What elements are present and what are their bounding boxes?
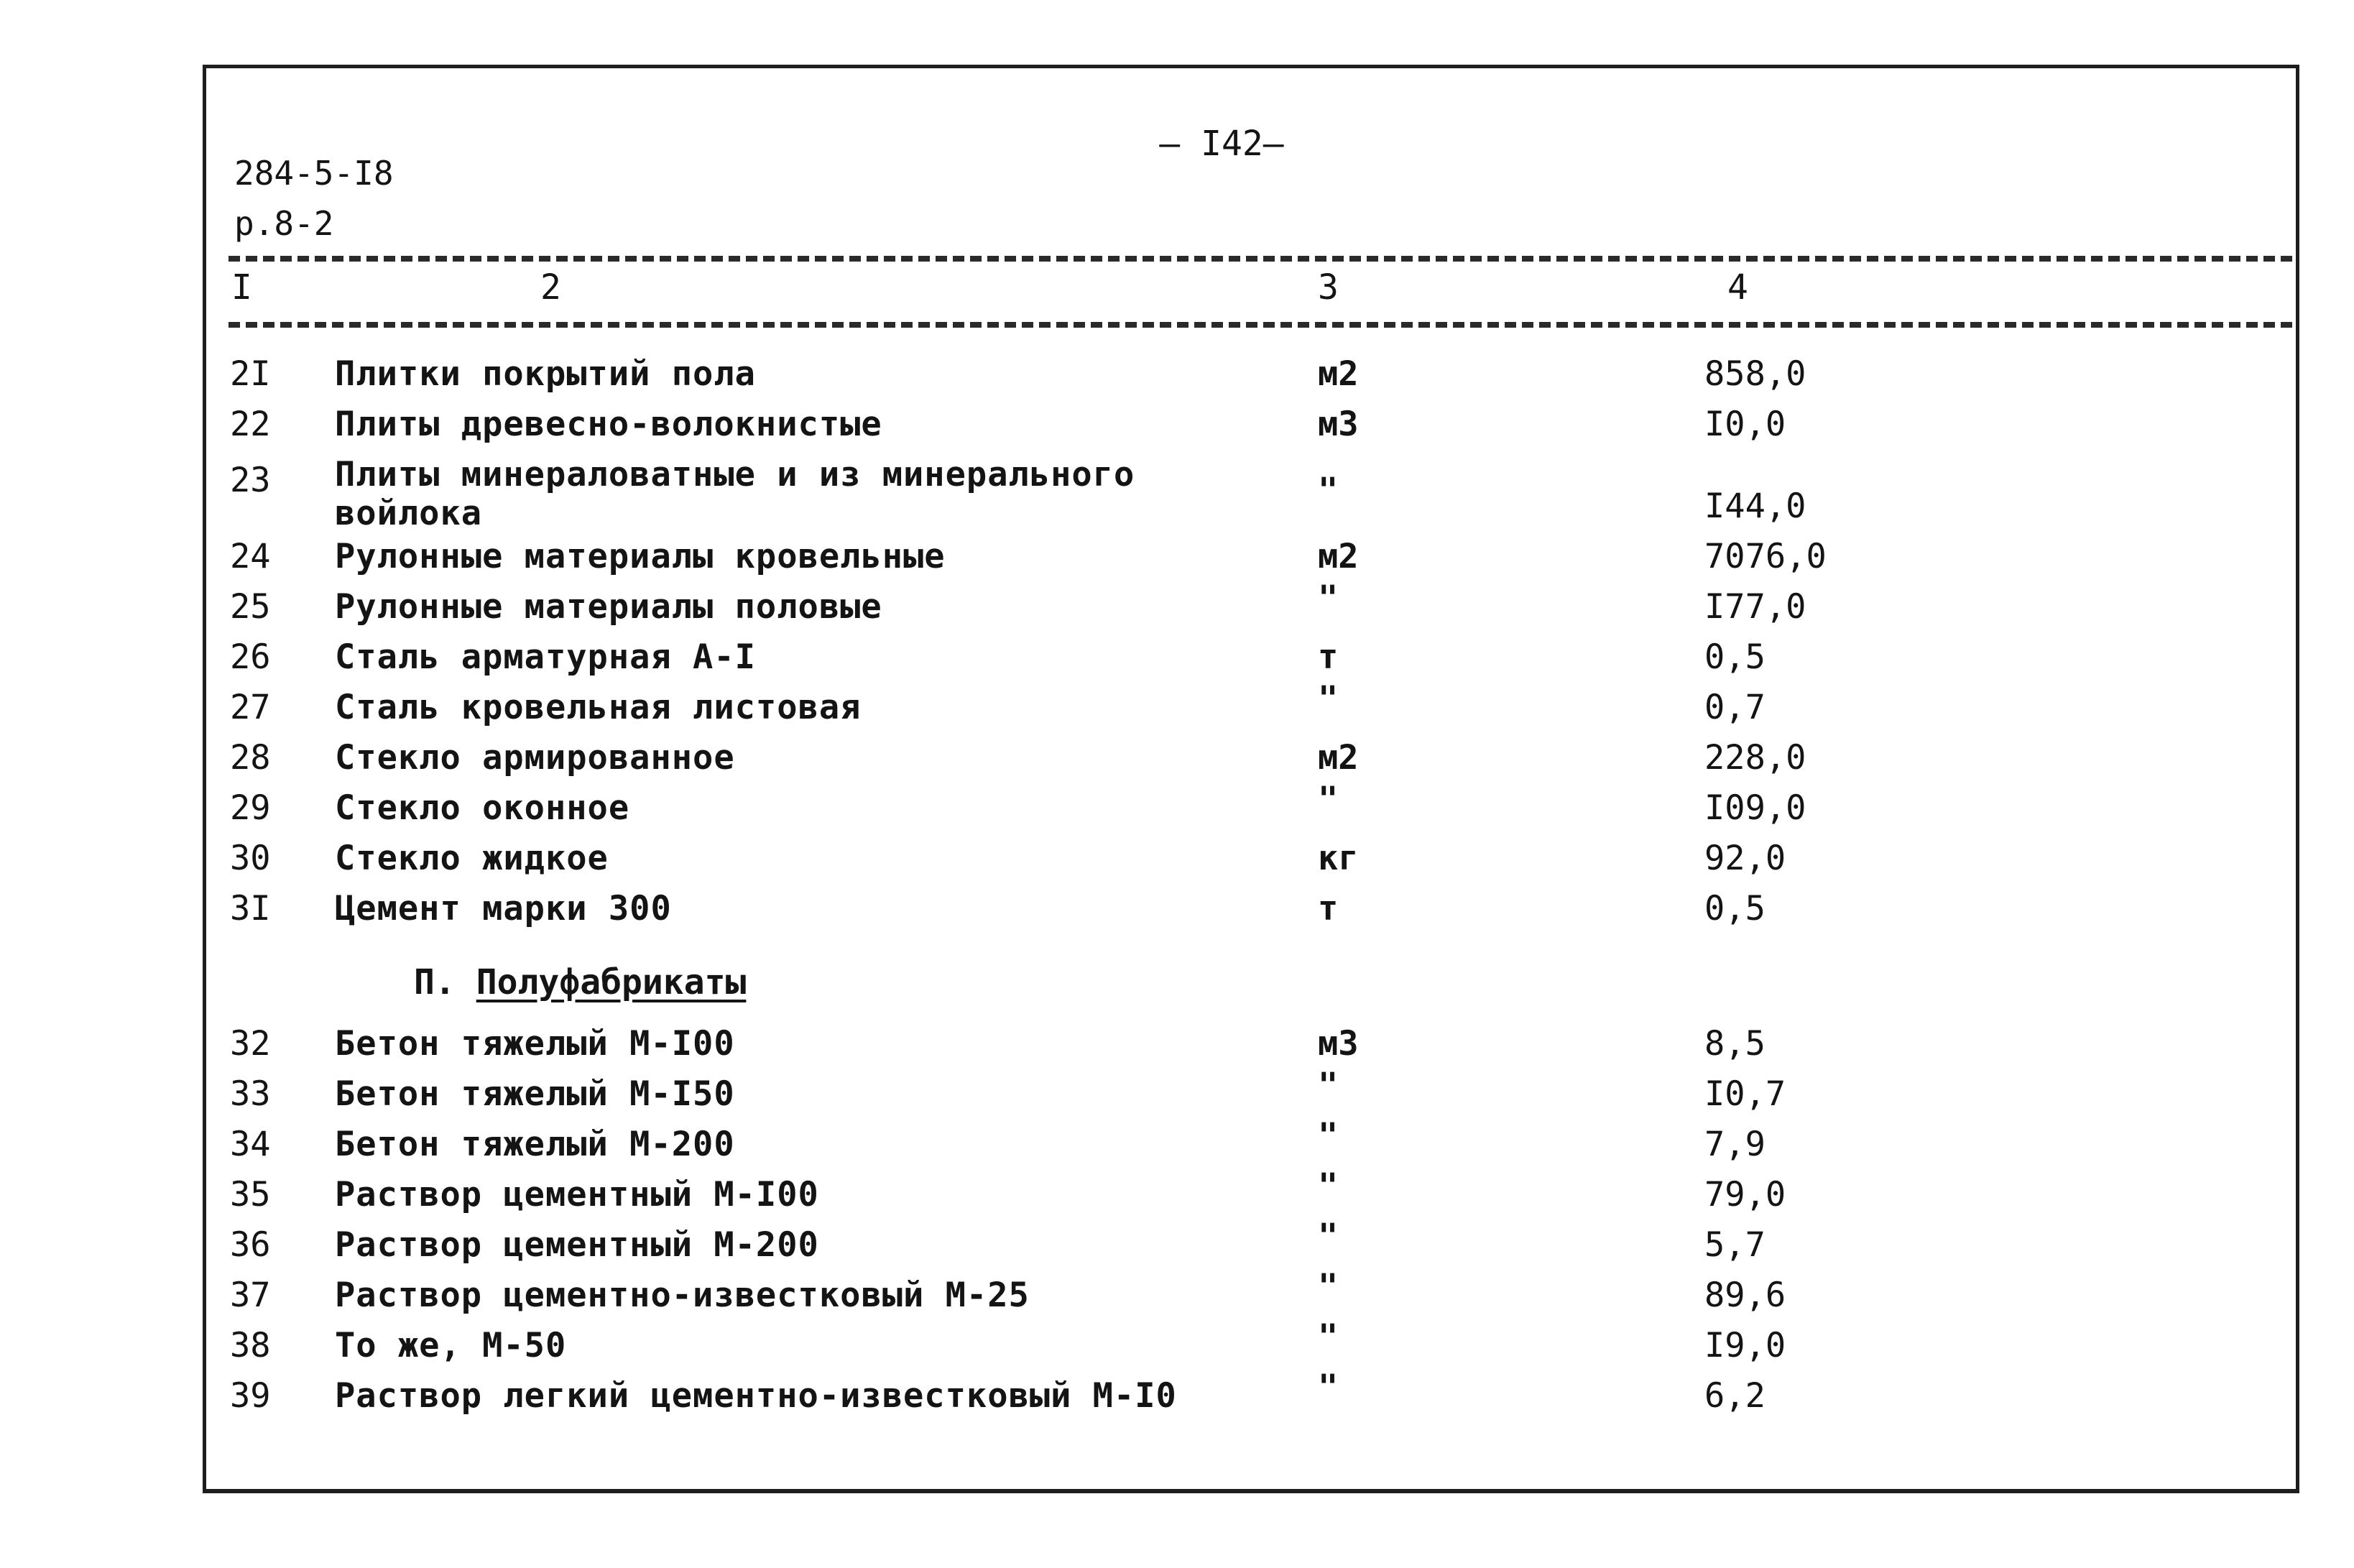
row-name: Стекло армированное bbox=[335, 738, 735, 778]
row-quantity: 92,0 bbox=[1704, 839, 1786, 878]
row-unit: м3 bbox=[1318, 405, 1359, 444]
row-quantity: 0,5 bbox=[1704, 889, 1766, 928]
row-quantity: I09,0 bbox=[1704, 788, 1806, 828]
row-name: Раствор цементно-известковый М-25 bbox=[335, 1276, 1030, 1315]
row-number: 28 bbox=[230, 738, 271, 778]
row-unit: м2 bbox=[1318, 738, 1359, 778]
row-unit: " bbox=[1318, 578, 1339, 618]
row-number: 37 bbox=[230, 1276, 271, 1315]
row-name: Бетон тяжелый М-I50 bbox=[335, 1074, 735, 1114]
row-unit: м3 bbox=[1318, 1024, 1359, 1064]
header-divider-top bbox=[229, 256, 2292, 262]
row-quantity: 7076,0 bbox=[1704, 537, 1827, 576]
row-name: Раствор цементный М-I00 bbox=[335, 1175, 819, 1214]
column-header-3: 3 bbox=[1318, 267, 1339, 308]
row-unit: " bbox=[1318, 1267, 1339, 1306]
column-header-4: 4 bbox=[1727, 267, 1748, 308]
row-quantity: 0,7 bbox=[1704, 688, 1766, 727]
row-quantity: 6,2 bbox=[1704, 1376, 1766, 1416]
row-number: 3I bbox=[230, 889, 271, 928]
row-quantity: I44,0 bbox=[1704, 486, 1806, 526]
row-unit: " bbox=[1318, 1166, 1339, 1206]
row-name: Стекло жидкое bbox=[335, 839, 609, 878]
row-quantity: 8,5 bbox=[1704, 1024, 1766, 1064]
row-name: Рулонные материалы половые bbox=[335, 587, 882, 627]
row-quantity: I0,7 bbox=[1704, 1074, 1786, 1114]
row-quantity: 7,9 bbox=[1704, 1125, 1766, 1164]
row-quantity: I0,0 bbox=[1704, 405, 1786, 444]
row-number: 38 bbox=[230, 1326, 271, 1365]
row-unit: кг bbox=[1318, 839, 1359, 878]
row-unit: " bbox=[1318, 1116, 1339, 1156]
row-number: 32 bbox=[230, 1024, 271, 1064]
row-number: 2I bbox=[230, 354, 271, 394]
row-name: То же, М-50 bbox=[335, 1326, 567, 1365]
row-name: Раствор легкий цементно-известковый М-I0 bbox=[335, 1376, 1177, 1416]
row-quantity: 858,0 bbox=[1704, 354, 1806, 394]
row-number: 25 bbox=[230, 587, 271, 627]
row-quantity: 0,5 bbox=[1704, 637, 1766, 677]
row-name: Сталь арматурная А-I bbox=[335, 637, 756, 677]
doc-section-line: р.8-2 bbox=[234, 204, 334, 243]
section-prefix: П. bbox=[414, 962, 456, 1002]
row-unit: " bbox=[1318, 1368, 1339, 1407]
row-number: 27 bbox=[230, 688, 271, 727]
row-unit: " bbox=[1318, 1217, 1339, 1256]
column-header-2: 2 bbox=[540, 267, 561, 308]
row-number: 33 bbox=[230, 1074, 271, 1114]
row-unit: " bbox=[1318, 780, 1339, 819]
row-quantity: I77,0 bbox=[1704, 587, 1806, 627]
row-name-wrap bbox=[335, 456, 1135, 533]
page-number: — I42— bbox=[1159, 124, 1284, 164]
row-unit: " bbox=[1318, 1317, 1339, 1357]
row-number: 35 bbox=[230, 1175, 271, 1214]
row-name: Цемент марки 300 bbox=[335, 889, 672, 928]
row-quantity: 228,0 bbox=[1704, 738, 1806, 778]
row-unit: т bbox=[1318, 889, 1339, 928]
row-number: 34 bbox=[230, 1125, 271, 1164]
row-number: 30 bbox=[230, 839, 271, 878]
row-number: 39 bbox=[230, 1376, 271, 1416]
row-unit: " bbox=[1318, 1066, 1339, 1105]
section-heading bbox=[414, 957, 746, 1007]
row-name: Рулонные материалы кровельные bbox=[335, 537, 946, 576]
row-number: 26 bbox=[230, 637, 271, 677]
column-header-1: I bbox=[231, 267, 252, 308]
row-quantity: 5,7 bbox=[1704, 1225, 1766, 1265]
row-name: Стекло оконное bbox=[335, 788, 630, 828]
row-name: Плиты минераловатные и из минерального bbox=[335, 455, 1135, 494]
row-name: Бетон тяжелый М-200 bbox=[335, 1125, 735, 1164]
row-name: Сталь кровельная листовая bbox=[335, 688, 862, 727]
row-unit: м2 bbox=[1318, 537, 1359, 576]
row-quantity: I9,0 bbox=[1704, 1326, 1786, 1365]
row-quantity: 89,6 bbox=[1704, 1276, 1786, 1315]
row-name: Раствор цементный М-200 bbox=[335, 1225, 819, 1265]
doc-code-line: 284-5-I8 bbox=[234, 154, 394, 193]
row-unit: т bbox=[1318, 637, 1339, 677]
row-name: Плитки покрытий пола bbox=[335, 354, 756, 394]
row-name-continuation: войлока bbox=[335, 494, 483, 533]
section-title: Полуфабрикаты bbox=[476, 962, 747, 1002]
row-number: 36 bbox=[230, 1225, 271, 1265]
row-quantity: 79,0 bbox=[1704, 1175, 1786, 1214]
row-number: 23 bbox=[230, 461, 271, 500]
document-code bbox=[234, 148, 394, 249]
row-unit: " bbox=[1318, 679, 1339, 719]
row-number: 22 bbox=[230, 405, 271, 444]
row-name: Бетон тяжелый М-I00 bbox=[335, 1024, 735, 1064]
row-unit: " bbox=[1318, 471, 1339, 510]
header-divider-bottom bbox=[229, 322, 2292, 328]
row-unit: м2 bbox=[1318, 354, 1359, 394]
row-number: 24 bbox=[230, 537, 271, 576]
row-number: 29 bbox=[230, 788, 271, 828]
row-name: Плиты древесно-волокнистые bbox=[335, 405, 882, 444]
